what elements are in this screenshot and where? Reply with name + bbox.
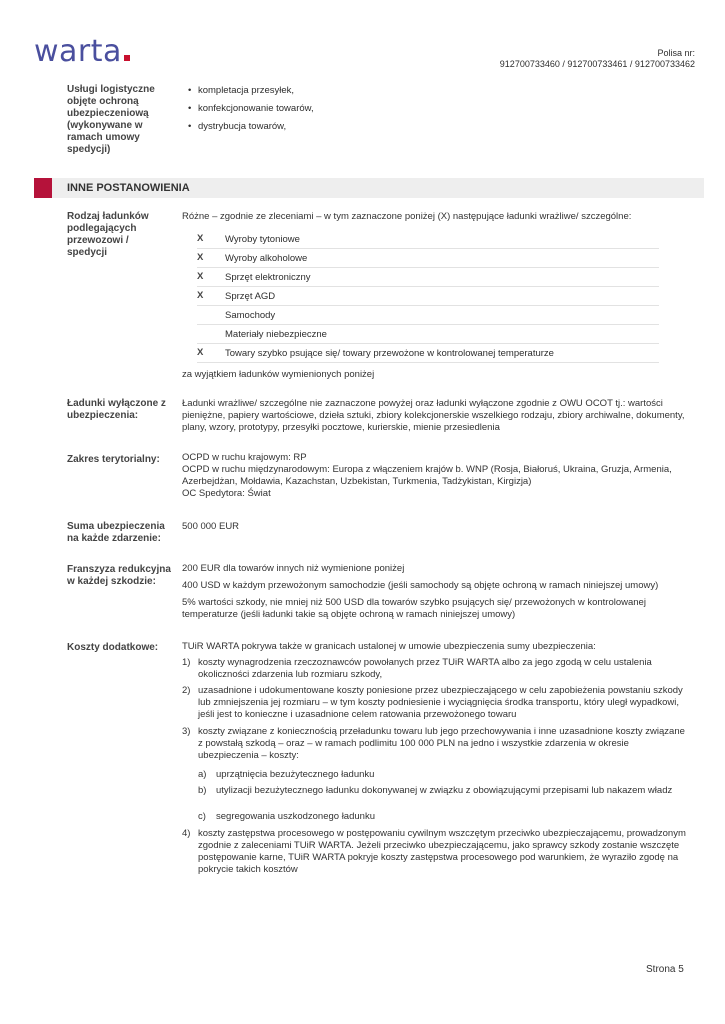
costs-item-number: 2) (182, 685, 191, 696)
costs-item-2: uzasadnione i udokumentowane koszty poniesione przez ubezpieczającego w celu zapobieżenia powstaniu szkody lub zmniejszenia jej rozmiaru – w tym koszty podniesienie i wyciągnięcia środka transportu, który uległ wypadkowi, jeśli jest to konieczne i uzasadnione celem ratowania przewożonego towaru (198, 685, 683, 720)
costs-subitem-letter: b) (198, 785, 207, 796)
warta-logo: warta (34, 34, 130, 69)
cargo-item-label: Wyroby tytoniowe (225, 234, 300, 245)
list-item: • dystrybucja towarów, (188, 118, 314, 136)
section-marker (34, 178, 52, 198)
check-mark: X (197, 233, 204, 244)
cargo-row (197, 249, 659, 268)
cargo-row (197, 287, 659, 306)
cargo-row (197, 325, 659, 344)
list-item: • konfekcjonowanie towarów, (188, 100, 314, 118)
costs-subitem-c: segregowania uszkodzonego ładunku (216, 811, 375, 822)
territory-label: Zakres terytorialny: (67, 454, 160, 465)
deductible-line-3: 5% wartości szkody, nie mniej niż 500 USD dla towarów szybko psujących się/ przewożonych w kontrolowanej temperaturze (jeśli ładunki takie są objęte ochroną w ramach niniejszej umowy) (182, 597, 646, 620)
costs-subitem-letter: c) (198, 811, 206, 822)
costs-item-number: 1) (182, 657, 191, 668)
territory-line-international: OCPD w ruchu międzynarodowym: Europa z włączeniem krajów b. WNP (Rosja, Białoruś, Ukraina, Gruzja, Armenia, Azerbejdżan, Mołdawia, Kazachstan, Uzbekistan, Turkmenia, Tadżykistan, Kirgizja) (182, 464, 672, 487)
sum-value: 500 000 EUR (182, 521, 240, 532)
costs-item-4: koszty zastępstwa procesowego w postępowaniu cywilnym wszczętym przeciwko ubezpieczającemu, prowadzonym zgodnie z zaleceniami TUiR WARTA. Jeżeli przeciwko ubezpieczającemu, jako sprawcy szkody zostanie wszczęte postępowanie karne, TUiR WARTA pokryje koszty zastępstwa procesowego pod warunkiem, że wyraziło zgodę na pokrycie takich kosztów (198, 828, 686, 875)
check-mark: X (197, 347, 204, 358)
costs-item-1: koszty wynagrodzenia rzeczoznawców powołanych przez TUiR WARTA albo za jego zgodą w celu ustalenia okoliczności zdarzenia lub rozmiaru szkody, (198, 657, 652, 680)
costs-item-3: koszty związane z koniecznością przeładunku towaru lub jego przechowywania i inne uzasadnione koszty związane z powstałą szkodą – oraz – w ramach podlimitu 100 000 PLN na jedno i wszystkie zdarzenia w okresie ubezpieczenia – koszty: (198, 726, 685, 761)
policy-numbers: 912700733460 / 912700733461 / 912700733462 (499, 59, 695, 69)
cargo-intro: Różne – zgodnie ze zleceniami – w tym zaznaczone poniżej (X) następujące ładunki wrażliwe/ szczególne: (182, 211, 632, 222)
cargo-item-label: Samochody (225, 310, 276, 321)
costs-subitem-letter: a) (198, 769, 207, 780)
policy-number-block (500, 48, 695, 70)
list-item: • kompletacja przesyłek, (188, 82, 314, 100)
deductible-line-1: 200 EUR dla towarów innych niż wymienione poniżej (182, 563, 405, 574)
costs-subitem-b: utylizacji bezużytecznego ładunku dokonywanej w związku z obowiązującymi przepisami lub nakazem władz (216, 785, 673, 796)
section-title: INNE POSTANOWIENIA (67, 182, 190, 194)
check-mark: X (197, 271, 204, 282)
cargo-item-label: Materiały niebezpieczne (225, 329, 327, 340)
costs-item-number: 3) (182, 726, 191, 737)
check-mark: X (197, 252, 204, 263)
cargo-row (197, 268, 659, 287)
territory-line-forwarder: OC Spedytora: Świat (182, 488, 271, 499)
check-mark: X (197, 290, 204, 301)
cargo-row (197, 230, 659, 249)
page-number: Strona 5 (646, 964, 684, 975)
costs-intro: TUiR WARTA pokrywa także w granicach ustalonej w umowie ubezpieczenia sumy ubezpieczenia: (182, 641, 596, 652)
cargo-item-label: Sprzęt elektroniczny (225, 272, 311, 283)
cargo-item-label: Sprzęt AGD (225, 291, 276, 302)
sum-label: Suma ubezpieczenia na każde zdarzenie: (67, 521, 165, 544)
costs-subitem-a: uprzątnięcia bezużytecznego ładunku (216, 769, 375, 780)
logistics-label: Usługi logistyczne objęte ochroną ubezpieczeniową (wykonywane w ramach umowy spedycji) (67, 84, 155, 155)
excluded-text: Ładunki wrażliwe/ szczególne nie zaznaczone powyżej oraz ładunki wyłączone zgodnie z OWU OCOT tj.: wartości pieniężne, papiery wartościowe, dzieła sztuki, zbiory kolekcjonerskie wszelkiego rodzaju, zbiory archiwalne, dokumenty, plany, wzory, prototypy, przesyłki pocztowe, kurierskie, mienie przesiedlenia (182, 398, 685, 433)
policy-label: Polisa nr: (657, 48, 695, 58)
costs-label: Koszty dodatkowe: (67, 642, 159, 653)
cargo-label: Rodzaj ładunków podlegających przewozowi / spedycji (67, 211, 149, 258)
cargo-footer: za wyjątkiem ładunków wymienionych poniżej (182, 369, 375, 380)
logo-dot (124, 55, 130, 61)
cargo-item-label: Towary szybko psujące się/ towary przewożone w kontrolowanej temperaturze (225, 348, 554, 359)
deductible-line-2: 400 USD w każdym przewożonym samochodzie (jeśli samochody są objęte ochroną w ramach niniejszej umowy) (182, 580, 659, 591)
logistics-list (188, 82, 314, 136)
cargo-item-label: Wyroby alkoholowe (225, 253, 308, 264)
cargo-row (197, 344, 659, 363)
deductible-label: Franszyza redukcyjna w każdej szkodzie: (67, 564, 171, 587)
costs-item-number: 4) (182, 828, 191, 839)
cargo-row (197, 306, 659, 325)
territory-line-domestic: OCPD w ruchu krajowym: RP (182, 452, 307, 463)
excluded-label: Ładunki wyłączone z ubezpieczenia: (67, 398, 166, 421)
